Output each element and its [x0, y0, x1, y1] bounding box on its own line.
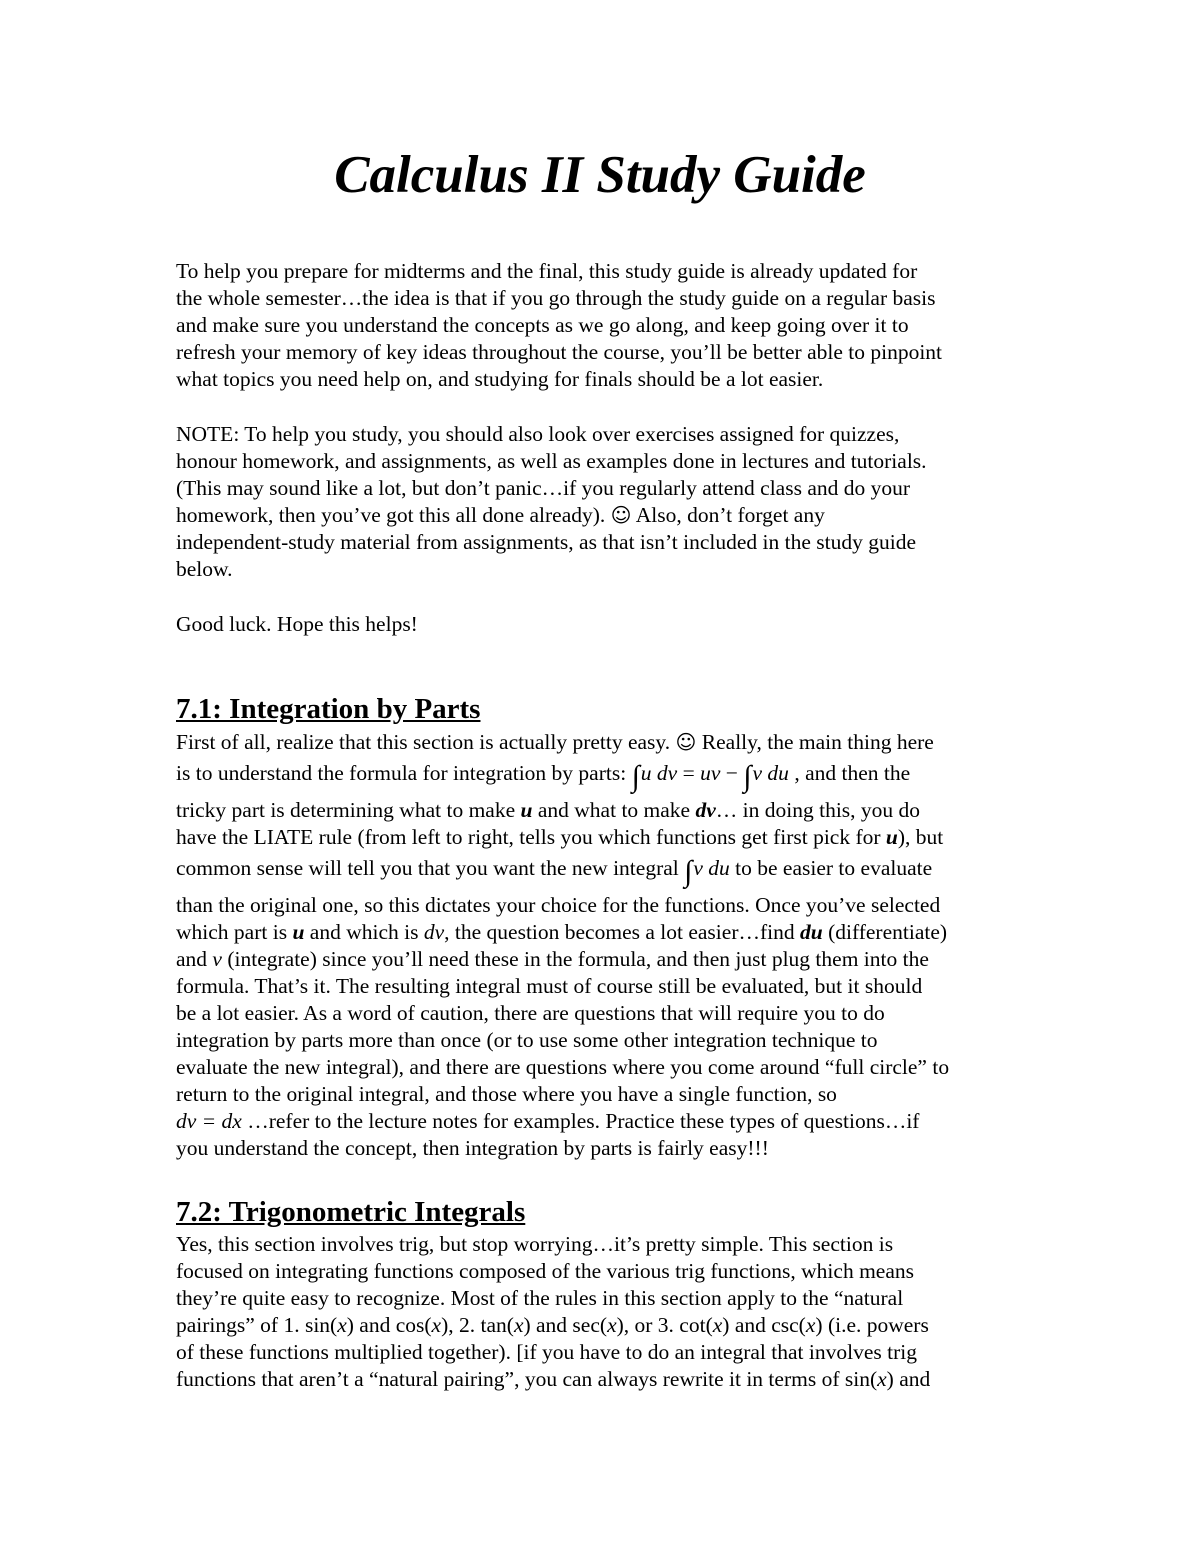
text-run: ), or 3. cot( — [616, 1313, 713, 1337]
note-line-text: homework, then you’ve got this all done already). — [176, 503, 606, 527]
formula-udv: u dv — [640, 761, 678, 785]
text-run: common sense will tell you that you want the new integral — [176, 856, 679, 880]
closing-paragraph — [176, 611, 1036, 638]
math-x: x — [337, 1313, 347, 1337]
body-line — [176, 851, 1036, 892]
text-run: pairings” of 1. sin( — [176, 1313, 338, 1337]
body-line — [176, 729, 1036, 756]
integral-sign: ∫ — [743, 760, 752, 793]
text-run: ) and — [886, 1367, 931, 1391]
body-line: they’re quite easy to recognize. Most of the rules in this section apply to the “natural — [176, 1286, 904, 1310]
body-line — [176, 797, 1036, 824]
body-line: of these functions multiplied together). [if you have to do an integral that involves trig — [176, 1340, 917, 1364]
formula-vdu: v du — [752, 761, 789, 785]
math-dv: dv — [423, 920, 445, 944]
text-run: and — [176, 947, 208, 971]
integral-sign: ∫ — [631, 760, 640, 793]
intro-line: refresh your memory of key ideas throughout the course, you’ll be better able to pinpoint — [176, 340, 943, 364]
body-line: integration by parts more than once (or to use some other integration technique to — [176, 1028, 878, 1052]
note-line: NOTE: To help you study, you should also look over exercises assigned for quizzes, — [176, 422, 900, 446]
note-line-text: Also, don’t forget any — [635, 503, 825, 527]
formula-vdu: v du — [693, 856, 730, 880]
body-line — [176, 824, 1036, 851]
math-x: x — [513, 1313, 524, 1337]
smiley-icon: ☺ — [675, 730, 697, 754]
intro-line: the whole semester…the idea is that if you go through the study guide on a regular basis — [176, 286, 936, 310]
note-line: below. — [176, 557, 233, 581]
text-run: and what to make — [537, 798, 691, 822]
text-run: ) and csc( — [722, 1313, 806, 1337]
body-line: formula. That’s it. The resulting integral must of course still be evaluated, but it should — [176, 974, 923, 998]
text-run: …refer to the lecture notes for examples. Practice these types of questions…if — [247, 1109, 920, 1133]
intro-line: and make sure you understand the concepts as we go along, and keep going over it to — [176, 313, 909, 337]
body-line: return to the original integral, and those where you have a single function, so — [176, 1082, 837, 1106]
intro-line: To help you prepare for midterms and the final, this study guide is already updated for — [176, 259, 918, 283]
math-v: v — [212, 947, 222, 971]
note-line: honour homework, and assignments, as well as examples done in lectures and tutorials. — [176, 449, 927, 473]
body-line: be a lot easier. As a word of caution, there are questions that will require you to do — [176, 1001, 885, 1025]
text-run: … in doing this, you do — [715, 798, 921, 822]
math-u: u — [292, 920, 305, 944]
math-u: u — [885, 825, 898, 849]
text-run: , the question becomes a lot easier…find — [444, 920, 795, 944]
note-line: (This may sound like a lot, but don’t panic…if you regularly attend class and do your — [176, 476, 911, 500]
text-run: ) and sec( — [523, 1313, 608, 1337]
body-line — [176, 946, 1036, 973]
body-line: evaluate the new integral), and there are questions where you come around “full circle” to — [176, 1055, 950, 1079]
body-line — [176, 1312, 1036, 1339]
text-run: (differentiate) — [828, 920, 948, 944]
body-line — [176, 1366, 1036, 1393]
text-run: ), 2. tan( — [441, 1313, 514, 1337]
math-x: x — [607, 1313, 617, 1337]
formula-uv: uv — [700, 761, 721, 785]
math-x: x — [805, 1313, 816, 1337]
body-line — [176, 919, 1036, 946]
section-7-1-body — [176, 729, 1036, 1162]
body-line — [176, 1108, 1036, 1135]
section-7-2-body — [176, 1231, 1036, 1393]
section-heading-7-2: 7.2: Trigonometric Integrals — [176, 1196, 526, 1228]
closing-line: Good luck. Hope this helps! — [176, 612, 418, 636]
text-run: ) (i.e. powers — [815, 1313, 929, 1337]
intro-paragraph — [176, 258, 1036, 393]
body-line — [176, 756, 1036, 797]
note-line — [176, 502, 1036, 529]
text-run: Really, the main thing here — [701, 730, 934, 754]
section-heading-7-1: 7.1: Integration by Parts — [176, 693, 481, 725]
text-run: tricky part is determining what to make — [176, 798, 516, 822]
text-run: is to understand the formula for integration by parts: — [176, 761, 627, 785]
math-x: x — [431, 1313, 442, 1337]
note-line: independent-study material from assignments, as that isn’t included in the study guide — [176, 530, 917, 554]
smiley-icon: ☺ — [610, 503, 632, 527]
text-run: First of all, realize that this section is actually pretty easy. — [176, 730, 671, 754]
body-line: Yes, this section involves trig, but stop worrying…it’s pretty simple. This section is — [176, 1232, 894, 1256]
note-paragraph — [176, 421, 1036, 583]
math-x: x — [712, 1313, 723, 1337]
text-run: ) and cos( — [346, 1313, 432, 1337]
page-title: Calculus II Study Guide — [334, 146, 866, 204]
text-run: and which is — [309, 920, 419, 944]
body-line: than the original one, so this dictates your choice for the functions. Once you’ve selected — [176, 893, 941, 917]
text-run: , and then the — [794, 761, 911, 785]
body-line: you understand the concept, then integration by parts is fairly easy!!! — [176, 1136, 769, 1160]
body-line: focused on integrating functions composed of the various trig functions, which means — [176, 1259, 915, 1283]
formula-dv-dx: dv = dx — [176, 1109, 242, 1133]
text-run: which part is — [176, 920, 288, 944]
integral-sign: ∫ — [684, 855, 693, 888]
math-x: x — [877, 1367, 887, 1391]
intro-line: what topics you need help on, and studying for finals should be a lot easier. — [176, 367, 824, 391]
math-du: du — [799, 920, 823, 944]
text-run: functions that aren’t a “natural pairing”, you can always rewrite it in terms of sin( — [176, 1367, 878, 1391]
text-run: (integrate) since you’ll need these in the formula, and then just plug them into the — [227, 947, 929, 971]
text-run: have the LIATE rule (from left to right, tells you which functions get first pick for — [176, 825, 881, 849]
math-dv: dv — [695, 798, 716, 822]
text-run: ), but — [897, 825, 944, 849]
formula-equals: = — [682, 761, 695, 785]
formula-minus: − — [725, 761, 738, 785]
text-run: to be easier to evaluate — [735, 856, 933, 880]
math-u: u — [520, 798, 533, 822]
